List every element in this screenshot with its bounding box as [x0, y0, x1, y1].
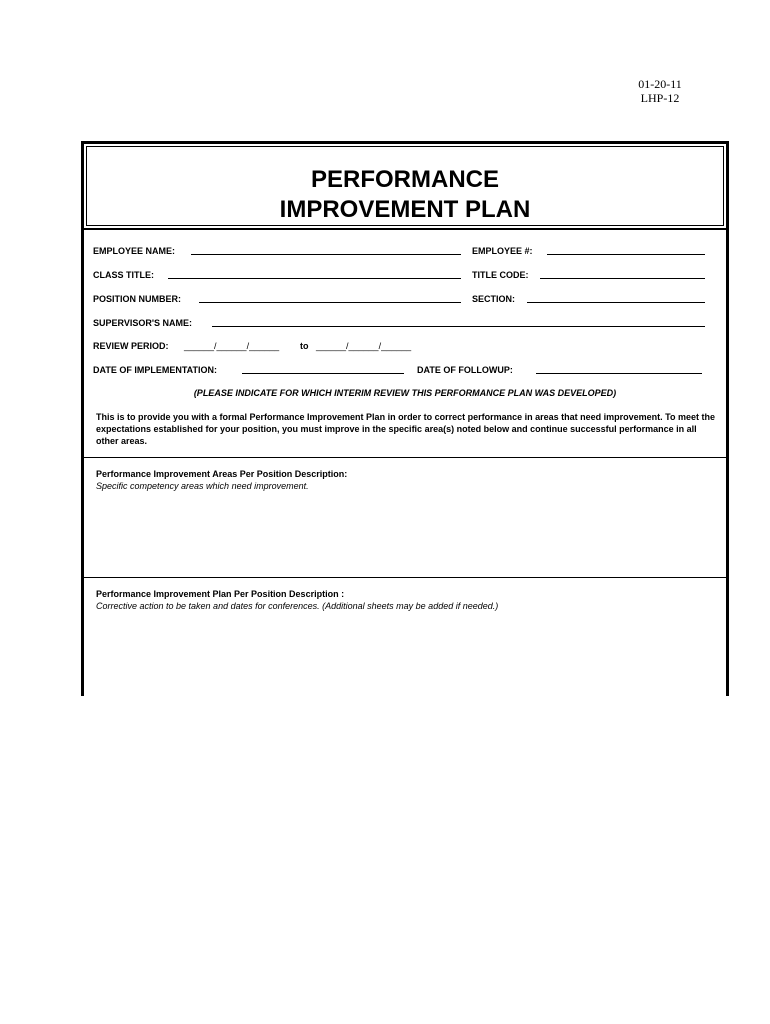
document-reference — [620, 77, 700, 105]
section-label: SECTION: — [472, 294, 516, 304]
form-title-line-2: IMPROVEMENT PLAN — [279, 196, 531, 223]
supervisor-name-field[interactable] — [212, 326, 705, 327]
title-box — [86, 146, 724, 226]
improvement-areas-heading: Performance Improvement Areas Per Position Description: — [96, 469, 348, 479]
date-implementation-field[interactable] — [242, 373, 404, 374]
class-title-field[interactable] — [168, 278, 461, 279]
improvement-plan-heading: Performance Improvement Plan Per Position Description : — [96, 589, 345, 599]
title-code-field[interactable] — [540, 278, 705, 279]
form-frame — [81, 141, 729, 696]
date-followup-field[interactable] — [536, 373, 702, 374]
improvement-areas-subtext: Specific competency areas which need improvement. — [96, 481, 309, 491]
document-date: 01-20-11 — [638, 77, 682, 91]
improvement-plan-subtext: Corrective action to be taken and dates for conferences. (Additional sheets may be added if needed.) — [96, 601, 499, 611]
document-code: LHP-12 — [640, 91, 680, 105]
review-to-label: to — [300, 341, 309, 351]
interim-review-instruction: (PLEASE INDICATE FOR WHICH INTERIM REVIEW THIS PERFORMANCE PLAN WAS DEVELOPED) — [193, 388, 617, 398]
position-number-field[interactable] — [199, 302, 461, 303]
title-code-label: TITLE CODE: — [472, 270, 529, 280]
employee-number-field[interactable] — [547, 254, 705, 255]
date-followup-label: DATE OF FOLLOWUP: — [417, 365, 513, 375]
employee-name-field[interactable] — [191, 254, 461, 255]
class-title-label: CLASS TITLE: — [93, 270, 154, 280]
improvement-areas-section[interactable] — [84, 457, 726, 577]
employee-number-label: EMPLOYEE #: — [472, 246, 533, 256]
form-title-line-1: PERFORMANCE — [310, 166, 499, 193]
supervisor-name-label: SUPERVISOR'S NAME: — [93, 318, 192, 328]
section-field[interactable] — [527, 302, 705, 303]
review-start-date-field[interactable]: ______/______/______ — [184, 341, 280, 351]
review-period-label: REVIEW PERIOD: — [93, 341, 169, 351]
date-implementation-label: DATE OF IMPLEMENTATION: — [93, 365, 217, 375]
title-divider — [84, 228, 726, 230]
improvement-plan-section[interactable] — [84, 577, 726, 696]
employee-name-label: EMPLOYEE NAME: — [93, 246, 176, 256]
review-end-date-field[interactable]: ______/______/______ — [316, 341, 412, 351]
intro-paragraph: This is to provide you with a formal Performance Improvement Plan in order to correct performance in areas that need improvement. To meet the expectations established for your position, you must improve in the specific area(s) noted below and continue successful performance in all other areas. — [96, 412, 715, 446]
position-number-label: POSITION NUMBER: — [93, 294, 182, 304]
